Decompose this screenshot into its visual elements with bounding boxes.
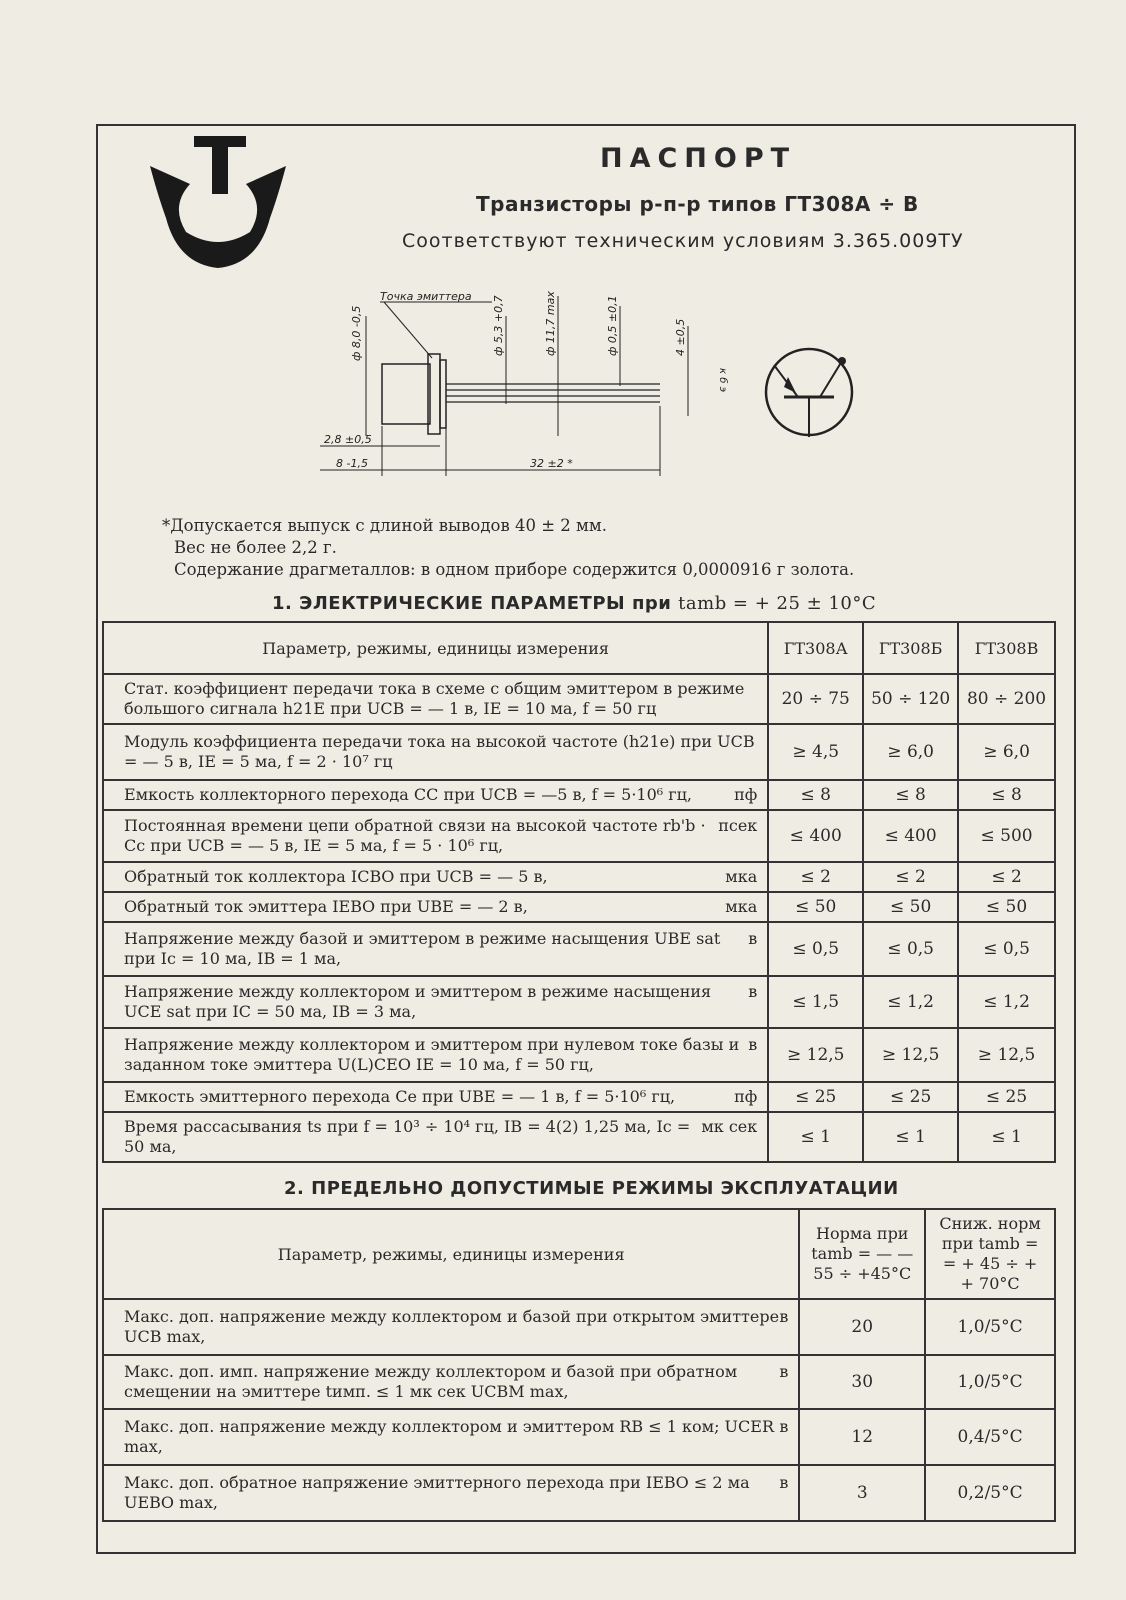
param-cell xyxy=(103,1355,799,1409)
value-cell-b: 50 ÷ 120 xyxy=(863,674,958,724)
value-cell-b: ≤ 0,5 xyxy=(863,922,958,976)
col-param: Параметр, режимы, единицы измерения xyxy=(103,1209,799,1299)
section-1-title-text: 1. ЭЛЕКТРИЧЕСКИЕ ПАРАМЕТРЫ при xyxy=(272,593,672,614)
dim-leads-circle: ф 5,3 +0,7 xyxy=(492,295,505,356)
subtitle: Транзисторы р-п-р типов ГТ308А ÷ В xyxy=(476,192,919,216)
value-cell-a: ≤ 1 xyxy=(768,1112,863,1162)
dim-lead-length: 32 ±2 * xyxy=(530,457,573,470)
param-text: Емкость коллекторного перехода СС при UСВ = —5 в, f = 5·10⁶ гц, xyxy=(124,785,693,804)
param-cell xyxy=(103,892,768,922)
value-cell-v: ≤ 8 xyxy=(958,780,1055,810)
section-2-title: 2. ПРЕДЕЛЬНО ДОПУСТИМЫЕ РЕЖИМЫ ЭКСПЛУАТАЦИИ xyxy=(284,1178,899,1199)
dim-lead-spacing: 4 ±0,5 xyxy=(674,318,687,356)
pin-labels: к б э xyxy=(717,368,728,393)
col-gt308b: ГТ308Б xyxy=(863,622,958,674)
value-cell-v: ≤ 50 xyxy=(958,892,1055,922)
param-cell xyxy=(103,862,768,892)
param-text: Емкость эмиттерного перехода Се при UВЕ = — 1 в, f = 5·10⁶ гц, xyxy=(124,1087,676,1106)
dim-body-diameter: ф 8,0 -0,5 xyxy=(350,305,363,361)
param-text: Макс. доп. обратное напряжение эмиттерного перехода при IЕВО ≤ 2 ма UЕВО max, xyxy=(124,1473,750,1512)
value-cell-a: ≤ 400 xyxy=(768,810,863,862)
param-cell xyxy=(103,976,768,1028)
param-unit: пф xyxy=(734,1087,758,1106)
param-unit: в xyxy=(779,1473,789,1492)
col-gt308a: ГТ308А xyxy=(768,622,863,674)
table-row xyxy=(103,976,1055,1028)
value-cell-v: 80 ÷ 200 xyxy=(958,674,1055,724)
col-derating: Сниж. норм при tamb = = + 45 ÷ + + 70°С xyxy=(925,1209,1055,1299)
param-unit: мк сек xyxy=(701,1117,758,1136)
value-cell-v: ≥ 6,0 xyxy=(958,724,1055,780)
value-cell-v: ≤ 2 xyxy=(958,862,1055,892)
param-cell xyxy=(103,674,768,724)
electrical-parameters-table xyxy=(102,621,1056,1163)
param-cell xyxy=(103,922,768,976)
param-text: Модуль коэффициента передачи тока на высокой частоте (h21е) при UСВ = — 5 в, IЕ = 5 ма, f = 2 · 10⁷ гц xyxy=(124,732,755,771)
value-cell-b: ≤ 50 xyxy=(863,892,958,922)
param-cell xyxy=(103,780,768,810)
value-cell-norm: 12 xyxy=(799,1409,925,1465)
table-row xyxy=(103,922,1055,976)
table-row xyxy=(103,1082,1055,1112)
param-text: Стат. коэффициент передачи тока в схеме с общим эмиттером в режиме большого сигнала h21Е при UСВ = — 1 в, IЕ = 10 ма, f = 50 гц xyxy=(124,679,745,718)
param-text: Постоянная времени цепи обратной связи на высокой частоте rb'b · Сс при UСВ = — 5 в, IЕ = 5 ма, f = 5 · 10⁶ гц, xyxy=(124,816,706,855)
table-row xyxy=(103,724,1055,780)
table-row xyxy=(103,862,1055,892)
col-param: Параметр, режимы, единицы измерения xyxy=(103,622,768,674)
section-1-condition: tamb = + 25 ± 10°С xyxy=(678,593,877,614)
value-cell-a: ≤ 50 xyxy=(768,892,863,922)
table-row xyxy=(103,892,1055,922)
param-unit: мка xyxy=(725,867,758,886)
value-cell-b: ≤ 8 xyxy=(863,780,958,810)
param-unit: в xyxy=(748,1035,758,1054)
col-norm: Норма при tamb = — —55 ÷ +45°С xyxy=(799,1209,925,1299)
table-row xyxy=(103,1409,1055,1465)
note-lead-length: *Допускается выпуск с длиной выводов 40 ± 2 мм. xyxy=(162,516,607,535)
transistor-dimension-drawing xyxy=(320,286,730,486)
param-cell xyxy=(103,1409,799,1465)
param-unit: псек xyxy=(718,816,758,835)
section-1-title xyxy=(272,593,876,614)
param-unit: в xyxy=(779,1307,789,1326)
param-unit: в xyxy=(748,982,758,1001)
max-ratings-table xyxy=(102,1208,1056,1522)
dim-body-length: 8 -1,5 xyxy=(336,457,368,470)
value-cell-v: ≤ 1 xyxy=(958,1112,1055,1162)
value-cell-a: ≤ 1,5 xyxy=(768,976,863,1028)
param-unit: в xyxy=(779,1417,789,1436)
dim-lead-diameter: ф 0,5 ±0,1 xyxy=(606,295,619,356)
value-cell-derate: 0,4/5°С xyxy=(925,1409,1055,1465)
param-cell xyxy=(103,1082,768,1112)
value-cell-v: ≤ 500 xyxy=(958,810,1055,862)
value-cell-b: ≤ 2 xyxy=(863,862,958,892)
value-cell-derate: 1,0/5°С xyxy=(925,1355,1055,1409)
pnp-transistor-symbol xyxy=(762,345,856,439)
param-unit: в xyxy=(748,929,758,948)
emitter-dot-label: Точка эмиттера xyxy=(380,290,472,303)
note-precious-metals: Содержание драгметаллов: в одном приборе содержится 0,0000916 г золота. xyxy=(174,560,855,579)
param-text: Макс. доп. имп. напряжение между коллектором и базой при обратном смещении на эмиттере tимп. ≤ 1 мк сек UCBM max, xyxy=(124,1362,738,1401)
param-cell xyxy=(103,1465,799,1521)
value-cell-derate: 1,0/5°С xyxy=(925,1299,1055,1355)
value-cell-v: ≤ 1,2 xyxy=(958,976,1055,1028)
table-row xyxy=(103,810,1055,862)
value-cell-v: ≤ 0,5 xyxy=(958,922,1055,976)
table-row xyxy=(103,674,1055,724)
table-row xyxy=(103,780,1055,810)
manufacturer-logo xyxy=(150,136,286,272)
param-text: Макс. доп. напряжение между коллектором и базой при открытом эмиттере UCB max, xyxy=(124,1307,780,1346)
value-cell-a: ≥ 4,5 xyxy=(768,724,863,780)
table-row xyxy=(103,1028,1055,1082)
page-title: ПАСПОРТ xyxy=(600,143,797,174)
value-cell-b: ≤ 1 xyxy=(863,1112,958,1162)
param-cell xyxy=(103,1028,768,1082)
param-cell xyxy=(103,724,768,780)
dim-flange-thickness: 2,8 ±0,5 xyxy=(324,433,372,446)
value-cell-a: 20 ÷ 75 xyxy=(768,674,863,724)
param-unit: мка xyxy=(725,897,758,916)
table-row xyxy=(103,1112,1055,1162)
param-text: Время рассасывания ts при f = 10³ ÷ 10⁴ гц, IВ = 4(2) 1,25 ма, Ic = 50 ма, xyxy=(124,1117,691,1156)
table-row xyxy=(103,1465,1055,1521)
value-cell-norm: 20 xyxy=(799,1299,925,1355)
value-cell-b: ≤ 1,2 xyxy=(863,976,958,1028)
notes-block xyxy=(162,515,854,581)
table-row xyxy=(103,1355,1055,1409)
param-unit: пф xyxy=(734,785,758,804)
param-cell xyxy=(103,810,768,862)
value-cell-b: ≥ 12,5 xyxy=(863,1028,958,1082)
value-cell-b: ≤ 25 xyxy=(863,1082,958,1112)
note-weight: Вес не более 2,2 г. xyxy=(174,538,337,557)
param-text: Напряжение между коллектором и эмиттером при нулевом токе базы и заданном токе эмиттера U(L)CEO IЕ = 10 ма, f = 50 гц, xyxy=(124,1035,740,1074)
param-text: Макс. доп. напряжение между коллектором и эмиттером RB ≤ 1 ком; UCER max, xyxy=(124,1417,775,1456)
value-cell-b: ≥ 6,0 xyxy=(863,724,958,780)
param-unit: в xyxy=(779,1362,789,1381)
col-gt308v: ГТ308В xyxy=(958,622,1055,674)
value-cell-v: ≥ 12,5 xyxy=(958,1028,1055,1082)
param-text: Напряжение между коллектором и эмиттером в режиме насыщения UСЕ sat при IС = 50 ма, IВ = 3 ма, xyxy=(124,982,712,1021)
value-cell-norm: 30 xyxy=(799,1355,925,1409)
table-row xyxy=(103,1299,1055,1355)
value-cell-norm: 3 xyxy=(799,1465,925,1521)
value-cell-a: ≤ 0,5 xyxy=(768,922,863,976)
value-cell-a: ≤ 8 xyxy=(768,780,863,810)
param-text: Обратный ток эмиттера IЕВО при UВЕ = — 2 в, xyxy=(124,897,528,916)
param-text: Обратный ток коллектора IСВО при UСВ = — 5 в, xyxy=(124,867,548,886)
param-cell xyxy=(103,1112,768,1162)
value-cell-a: ≥ 12,5 xyxy=(768,1028,863,1082)
dim-flange-diameter: ф 11,7 max xyxy=(544,291,557,356)
param-cell xyxy=(103,1299,799,1355)
conformity-statement: Соответствуют техническим условиям 3.365.009ТУ xyxy=(402,230,964,252)
param-text: Напряжение между базой и эмиттером в режиме насыщения UBE sat при Iс = 10 ма, IВ = 1 ма, xyxy=(124,929,721,968)
value-cell-v: ≤ 25 xyxy=(958,1082,1055,1112)
value-cell-b: ≤ 400 xyxy=(863,810,958,862)
value-cell-a: ≤ 2 xyxy=(768,862,863,892)
value-cell-derate: 0,2/5°С xyxy=(925,1465,1055,1521)
value-cell-a: ≤ 25 xyxy=(768,1082,863,1112)
